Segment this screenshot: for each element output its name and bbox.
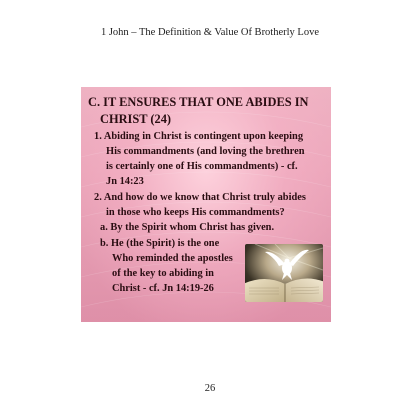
- slide: [81, 87, 331, 322]
- point-2b-line-4: Christ - cf. Jn 14:19-26: [112, 283, 214, 294]
- page-header: 1 John – The Definition & Value Of Brotherly Love: [100, 27, 320, 38]
- point-1-line-1: 1. Abiding in Christ is contingent upon keeping: [94, 131, 304, 142]
- slide-heading-line-1: C. IT ENSURES THAT ONE ABIDES IN: [88, 95, 309, 109]
- point-2b-line-1: b. He (the Spirit) is the one: [100, 238, 220, 249]
- point-2a: a. By the Spirit whom Christ has given.: [100, 222, 275, 233]
- point-2b-line-3: of the key to abiding in: [112, 268, 214, 279]
- point-1-line-2: His commandments (and loving the brethren: [106, 146, 305, 157]
- dove-over-open-bible-icon: [245, 244, 323, 302]
- point-2b-line-2: Who reminded the apostles: [112, 253, 233, 264]
- point-1-line-4: Jn 14:23: [106, 176, 144, 187]
- slide-heading-line-2: CHRIST (24): [100, 112, 172, 126]
- point-2-line-2: in those who keeps His commandments?: [106, 207, 285, 218]
- point-2-line-1: 2. And how do we know that Christ truly abides: [94, 192, 306, 203]
- point-1-line-3: is certainly one of His commandments) - cf.: [106, 161, 298, 172]
- page-number: 26: [204, 383, 216, 394]
